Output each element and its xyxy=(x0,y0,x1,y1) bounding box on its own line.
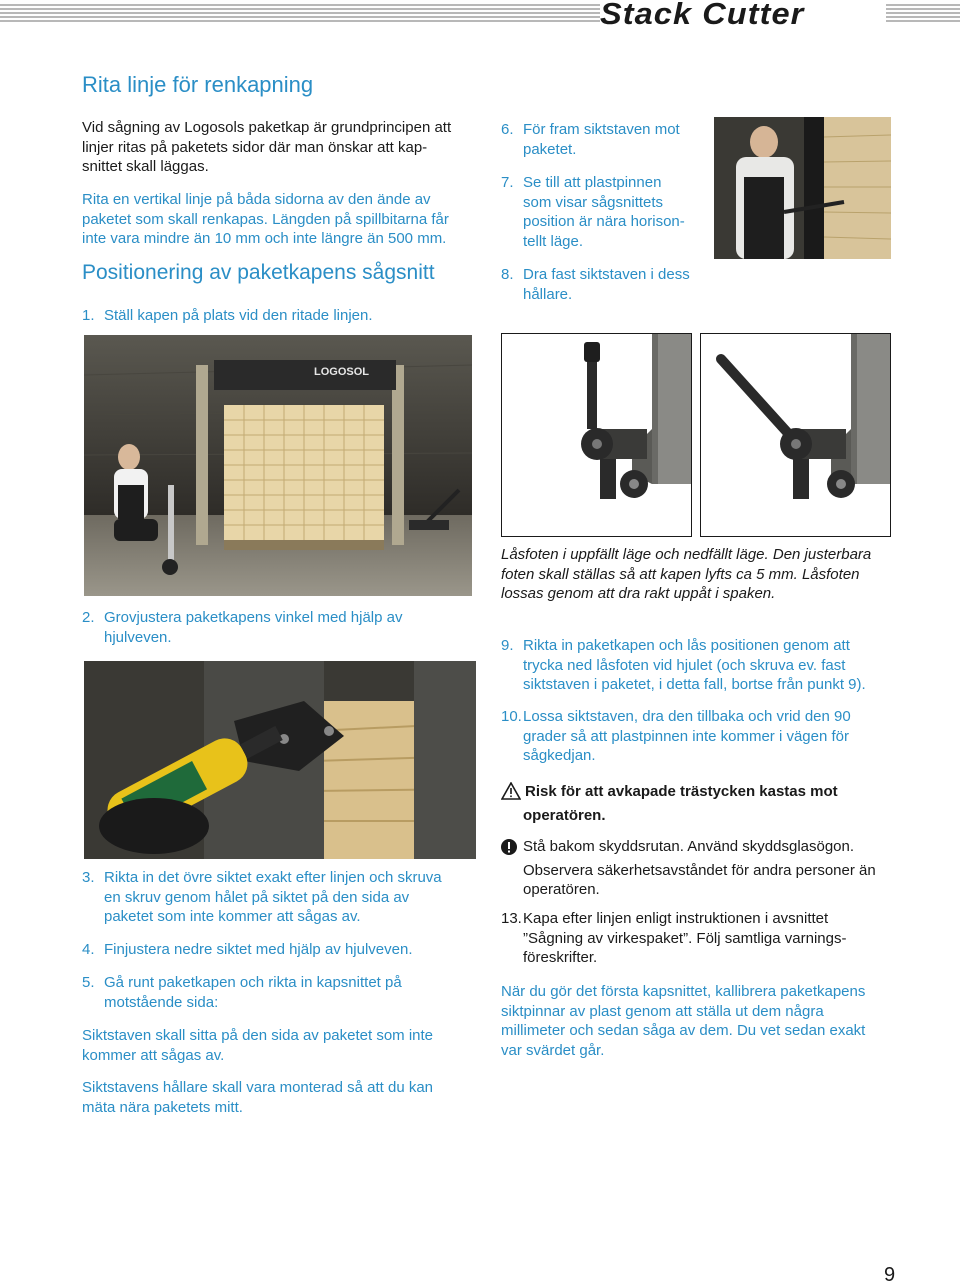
photo-cutter-warehouse-image xyxy=(84,335,472,596)
page-number: 9 xyxy=(884,1264,896,1286)
step-text: Ställ kapen på plats vid den ritade linjen. xyxy=(104,307,373,324)
header-stripes xyxy=(0,4,600,24)
note-line: Siktstavens hållare skall vara monterad så att du kan xyxy=(82,1079,434,1096)
photo-lock-foot-down-image xyxy=(701,334,890,536)
step-number: 13. xyxy=(501,910,522,927)
step-3 xyxy=(82,868,482,927)
step-10 xyxy=(501,707,901,766)
step-number: 1. xyxy=(82,307,95,324)
step-text: Rikta in paketkapen och lås positionen genom att xyxy=(523,637,850,654)
header-bar xyxy=(0,0,960,28)
step-text: ”Sågning av virkespaket”. Följ samtliga varnings- xyxy=(523,929,847,947)
warning-text: operatören. xyxy=(523,806,606,824)
step-13 xyxy=(501,909,901,968)
step-number: 8. xyxy=(501,266,514,283)
step-text: Kapa efter linjen enligt instruktionen i avsnittet xyxy=(523,910,829,927)
note-line: kommer att sågas av. xyxy=(82,1046,225,1064)
step-text: paketet. xyxy=(523,140,577,158)
step-text: Dra fast siktstaven i dess xyxy=(523,266,690,283)
lock-foot-caption xyxy=(501,545,901,604)
step-number: 7. xyxy=(501,174,514,191)
photo-lock-foot-up xyxy=(501,333,692,537)
step-text: hjulveven. xyxy=(104,628,172,646)
safety-info-block xyxy=(501,837,901,900)
step-number: 9. xyxy=(501,637,514,654)
step-number: 5. xyxy=(82,974,95,991)
note-holder-position xyxy=(82,1078,482,1117)
step-number: 2. xyxy=(82,609,95,626)
step-2 xyxy=(82,608,482,647)
intro-line: snittet skall läggas. xyxy=(82,158,209,175)
step-text: Finjustera nedre siktet med hjälp av hjulveven. xyxy=(104,941,413,958)
step-text: Rikta in det övre siktet exakt efter linjen och skruva xyxy=(104,869,442,886)
step-text: Grovjustera paketkapens vinkel med hjälp av xyxy=(104,609,403,626)
step-text: grader så att plastpinnen inte kommer i vägen för xyxy=(523,727,850,745)
paragraph-line: millimeter och sedan såga av dem. Du vet sedan exakt xyxy=(501,1022,866,1039)
step-text: sågkedjan. xyxy=(523,747,596,764)
step-text: paketet som inte kommer att sågas av. xyxy=(104,908,361,925)
photo-drill-sight xyxy=(84,661,476,859)
note-line: Siktstaven skall sitta på den sida av paketet som inte xyxy=(82,1027,434,1044)
step-text: tellt läge. xyxy=(523,232,584,250)
step-text: en skruv genom hålet på siktet på den sida av xyxy=(104,888,410,906)
step-text: hållare. xyxy=(523,285,573,303)
paragraph-line: siktpinnar av plast genom att ställa ut dem några xyxy=(501,1002,824,1020)
step-5 xyxy=(82,973,482,1012)
photo-cutter-warehouse xyxy=(84,335,472,596)
section-subtitle: Positionering av paketkapens sågsnitt xyxy=(82,261,435,284)
warning-text: Risk för att avkapade trästycken kastas mot xyxy=(525,783,838,800)
intro-line: Vid sågning av Logosols paketkap är grundprincipen att xyxy=(82,119,452,136)
step-4 xyxy=(82,940,482,960)
photo-sight-staff xyxy=(714,117,891,259)
step-text: Se till att plastpinnen xyxy=(523,174,662,191)
step-9 xyxy=(501,636,901,695)
caption-line: foten skall ställas så att kapen lyfts ca 5 mm. Låsfoten xyxy=(501,565,860,583)
caption-line: Låsfoten i uppfällt läge och nedfällt läge. Den justerbara xyxy=(501,546,872,563)
step-text: motstående sida: xyxy=(104,993,219,1011)
step-text: Lossa siktstaven, dra den tillbaka och vrid den 90 xyxy=(523,708,851,725)
warning-triangle-icon xyxy=(501,782,525,806)
step-number: 4. xyxy=(82,941,95,958)
warning-block xyxy=(501,782,901,825)
photo-drill-sight-image xyxy=(84,661,476,859)
step-text: position är nära horison- xyxy=(523,213,685,230)
step-text: trycka ned låsfoten vid hjulet (och skruva ev. fast xyxy=(523,656,846,674)
paragraph-line: var svärdet går. xyxy=(501,1041,605,1059)
step-number: 3. xyxy=(82,869,95,886)
paragraph-line: inte vara mindre än 10 mm och inte längre än 500 mm. xyxy=(82,230,447,247)
step-6 xyxy=(501,120,711,140)
step-text: siktstaven i paketet, i detta fall, bortse från punkt 9). xyxy=(523,676,866,693)
exclamation-icon xyxy=(501,837,523,861)
step-number: 10. xyxy=(501,708,522,725)
step-1 xyxy=(82,306,482,326)
line-length-paragraph xyxy=(82,190,482,249)
paragraph-line: Rita en vertikal linje på båda sidorna av den ände av xyxy=(82,191,431,208)
note-line: mäta nära paketets mitt. xyxy=(82,1098,243,1116)
step-text: För fram siktstaven mot xyxy=(523,121,680,138)
intro-paragraph xyxy=(82,118,482,177)
steps-6-8 xyxy=(501,120,711,304)
paragraph-line: När du gör det första kapsnittet, kallibrera paketkapens xyxy=(501,983,866,1000)
logosol-label: LOGOSOL xyxy=(314,366,369,378)
photo-sight-staff-image xyxy=(714,117,891,259)
photo-lock-foot-down xyxy=(700,333,891,537)
step-7 xyxy=(501,173,711,193)
photo-lock-foot-up-image xyxy=(502,334,691,536)
intro-line: linjer ritas på paketets sidor där man önskar att kap- xyxy=(82,138,428,156)
closing-paragraph xyxy=(501,982,901,1060)
caption-line: lossas genom att dra rakt uppåt i spaken. xyxy=(501,585,776,602)
page-title: Rita linje för renkapning xyxy=(82,72,314,97)
step-text: som visar sågsnittets xyxy=(523,193,664,211)
info-text: operatören. xyxy=(523,881,600,898)
note-sight-side xyxy=(82,1026,482,1065)
header-stripes-right xyxy=(886,4,960,24)
step-text: Gå runt paketkapen och rikta in kapsnittet på xyxy=(104,974,402,991)
step-number: 6. xyxy=(501,121,514,138)
brand-logo: Stack Cutter xyxy=(600,0,805,28)
step-8 xyxy=(501,265,711,285)
info-text: Stå bakom skyddsrutan. Använd skyddsglasögon. xyxy=(523,838,855,855)
paragraph-line: paketet som skall renkapas. Längden på spillbitarna får xyxy=(82,210,449,228)
info-text: Observera säkerhetsavståndet för andra personer än xyxy=(523,861,876,879)
step-text: föreskrifter. xyxy=(523,949,598,966)
